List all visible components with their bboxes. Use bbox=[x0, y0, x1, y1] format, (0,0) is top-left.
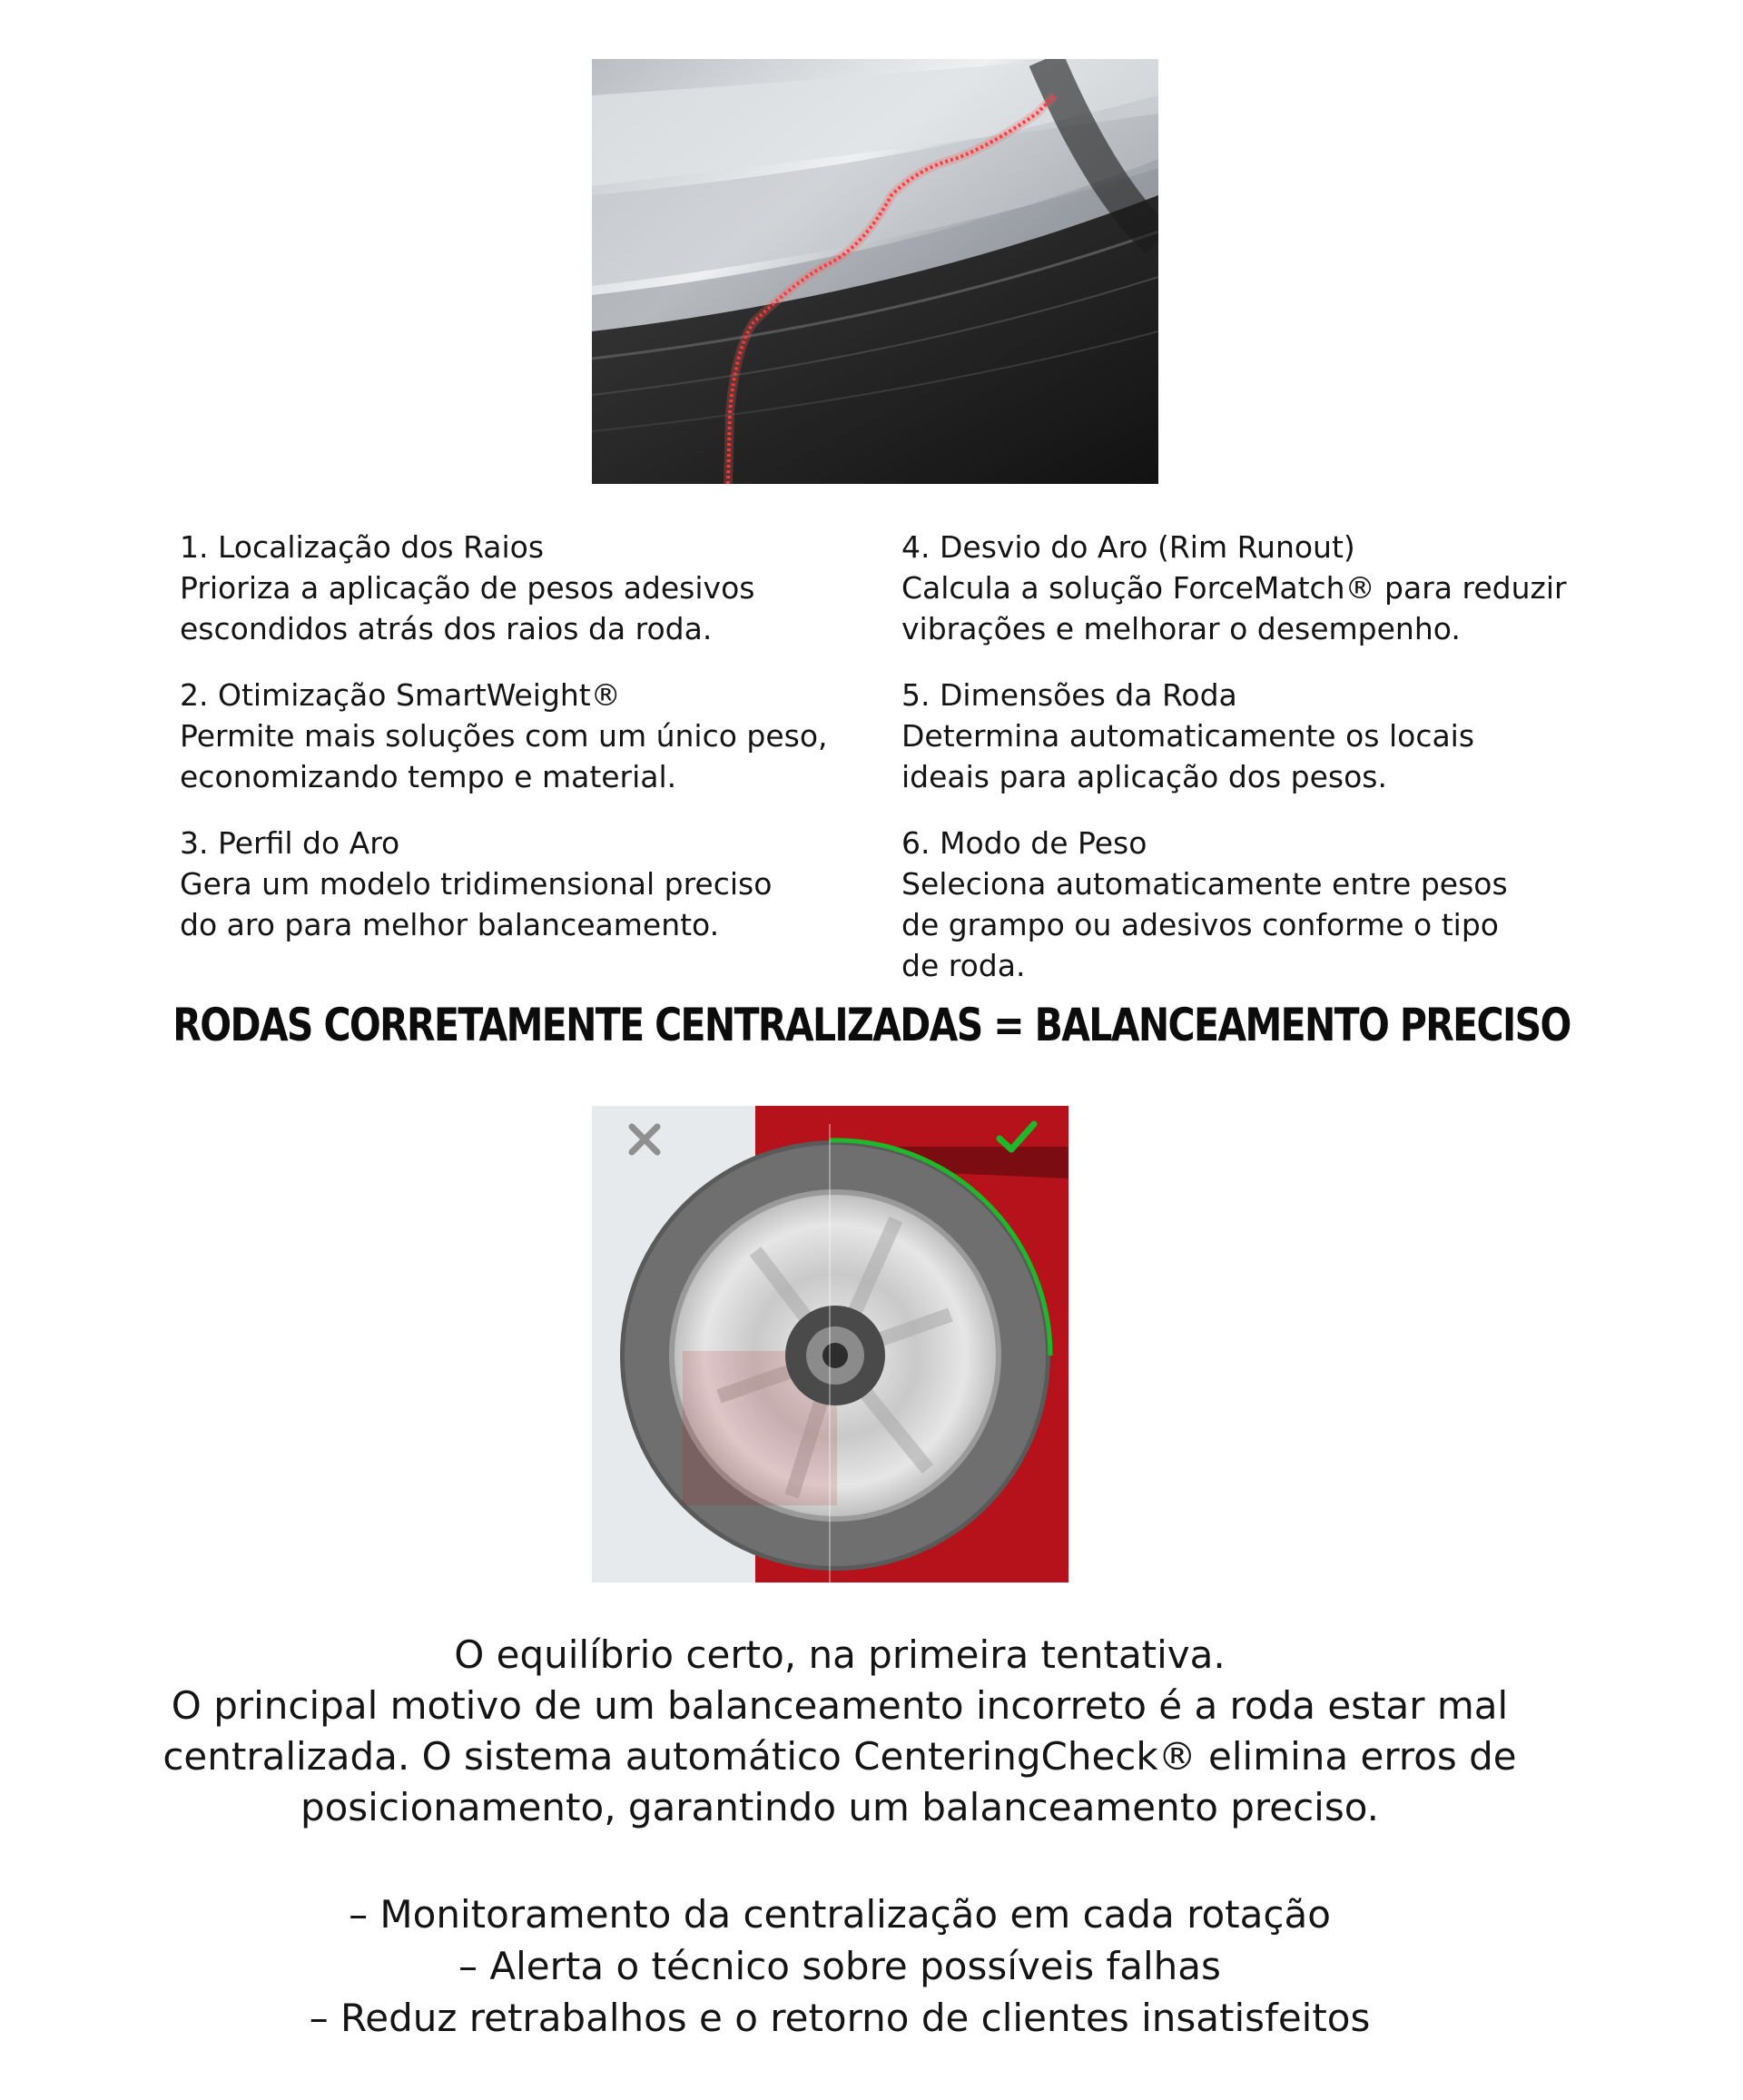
feature-description: Gera um modelo tridimensional preciso do aro para melhor balanceamento. bbox=[180, 866, 773, 942]
summary-body: O principal motivo de um balanceamento incorreto é a roda estar mal centralizada. O sistema automático CenteringCheck® elimina erros de posicionamento, garantindo um balanceamento preciso. bbox=[162, 1683, 1517, 1829]
feature-title: 4. Desvio do Aro (Rim Runout) bbox=[901, 529, 1355, 565]
centering-comparison-photo bbox=[592, 1106, 1068, 1582]
section-headline: RODAS CORRETAMENTE CENTRALIZADAS = BALANCEAMENTO PRECISO bbox=[172, 999, 1571, 1051]
summary bbox=[0, 1630, 1679, 1833]
benefit-item: – Monitoramento da centralização em cada rotação bbox=[349, 1892, 1331, 1937]
rim-laser-photo bbox=[592, 59, 1158, 484]
feature-title: 6. Modo de Peso bbox=[901, 825, 1147, 861]
feature-weight-mode bbox=[901, 823, 1596, 986]
benefit-item: – Reduz retrabalhos e o retorno de clientes insatisfeitos bbox=[309, 1996, 1371, 2040]
summary-lead: O equilíbrio certo, na primeira tentativa. bbox=[454, 1632, 1226, 1677]
feature-spoke-location bbox=[180, 527, 901, 649]
feature-description: Prioriza a aplicação de pesos adesivos escondidos atrás dos raios da roda. bbox=[180, 570, 755, 646]
feature-list bbox=[180, 527, 1596, 986]
feature-description: Calcula a solução ForceMatch® para reduzir vibrações e melhorar o desempenho. bbox=[901, 570, 1567, 646]
feature-rim-runout bbox=[901, 527, 1596, 649]
feature-title: 2. Otimização SmartWeight® bbox=[180, 677, 621, 713]
feature-description: Permite mais soluções com um único peso, economizando tempo e material. bbox=[180, 718, 828, 794]
x-icon bbox=[626, 1121, 663, 1158]
benefit-item: – Alerta o técnico sobre possíveis falhas bbox=[458, 1944, 1221, 1988]
feature-wheel-dimensions bbox=[901, 675, 1596, 797]
check-icon bbox=[995, 1119, 1039, 1155]
feature-title: 5. Dimensões da Roda bbox=[901, 677, 1237, 713]
benefits-list bbox=[0, 1888, 1679, 2044]
feature-rim-profile bbox=[180, 823, 901, 986]
feature-title: 3. Perfil do Aro bbox=[180, 825, 400, 861]
feature-smartweight bbox=[180, 675, 901, 797]
feature-description: Seleciona automaticamente entre pesos de grampo ou adesivos conforme o tipo de roda. bbox=[901, 866, 1508, 983]
feature-description: Determina automaticamente os locais ideais para aplicação dos pesos. bbox=[901, 718, 1475, 794]
feature-title: 1. Localização dos Raios bbox=[180, 529, 545, 565]
